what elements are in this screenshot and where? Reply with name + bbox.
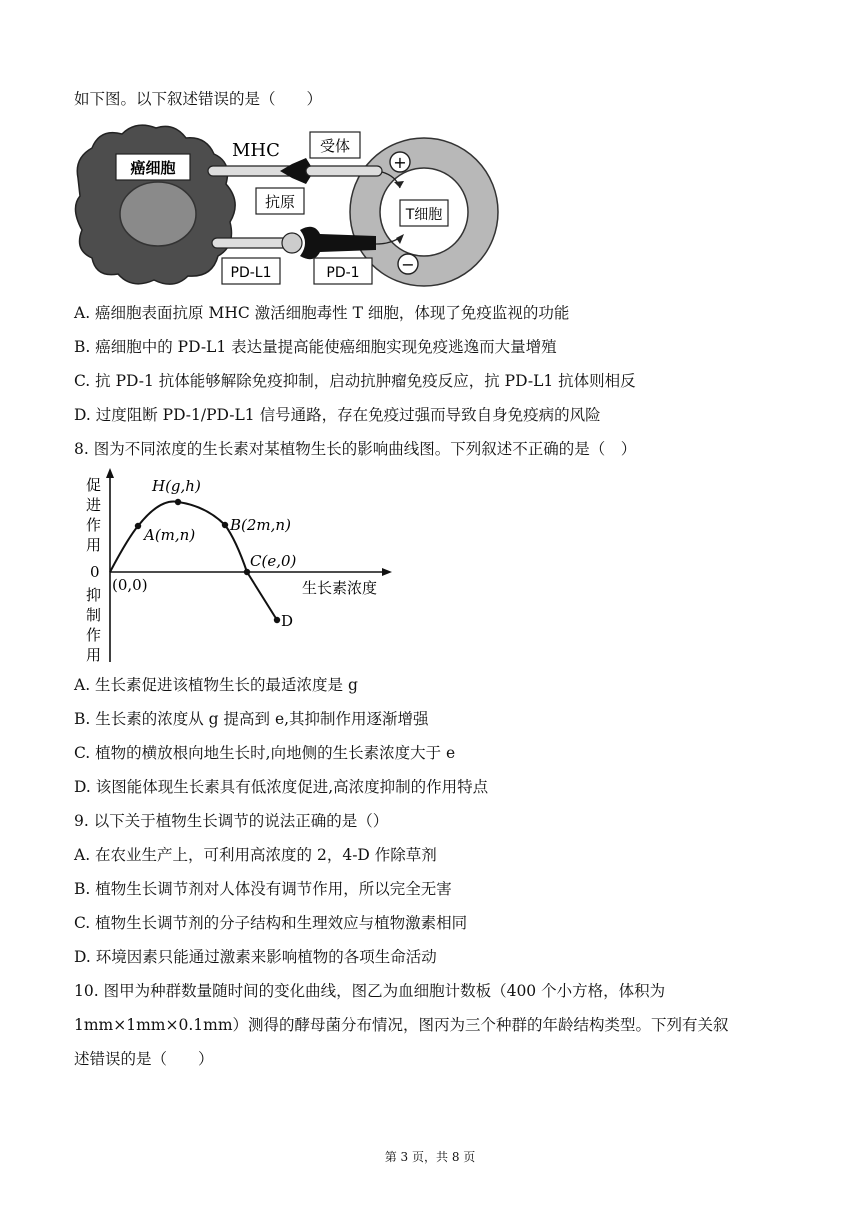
- q9-option-c: C. 植物生长调节剂的分子结构和生理效应与植物激素相同: [74, 914, 468, 932]
- y-top-char-4: 用: [86, 536, 102, 554]
- point-a-label: A(m,n): [144, 526, 196, 544]
- y-top-char-1: 促: [86, 476, 102, 494]
- plus-sign: +: [393, 153, 407, 172]
- pd1-label: PD-1: [326, 265, 360, 281]
- point-d: [274, 617, 280, 623]
- receptor-label: 受体: [319, 137, 351, 155]
- q9-stem: 9. 以下关于植物生长调节的说法正确的是（）: [74, 812, 389, 830]
- point-b-label: B(2m,n): [230, 516, 291, 534]
- q7-option-b: B. 癌细胞中的 PD-L1 表达量提高能使癌细胞实现免疫逃逸而大量增殖: [74, 338, 557, 356]
- q10-line-1: 10. 图甲为种群数量随时间的变化曲线，图乙为血细胞计数板（400 个小方格，体积为: [74, 982, 666, 1000]
- nucleus: [120, 182, 196, 246]
- q7-option-c: C. 抗 PD-1 抗体能够解除免疫抑制，启动抗肿瘤免疫反应，抗 PD-L1 抗体则相反: [74, 372, 636, 390]
- point-h: [175, 499, 181, 505]
- y-bottom-char-2: 制: [86, 606, 102, 624]
- q7-intro: 如下图。以下叙述错误的是（ ）: [74, 90, 323, 108]
- y-bottom-char-4: 用: [86, 646, 102, 664]
- q7-option-a: A. 癌细胞表面抗原 MHC 激活细胞毒性 T 细胞，体现了免疫监视的功能: [74, 304, 570, 322]
- minus-sign: −: [401, 255, 415, 274]
- pdl1-label: PD-L1: [230, 265, 272, 281]
- point-d-label: D: [281, 612, 294, 630]
- origin-label: (0,0): [112, 576, 148, 594]
- q8-option-d: D. 该图能体现生长素具有低浓度促进,高浓度抑制的作用特点: [74, 778, 489, 796]
- auxin-curve-diagram: [80, 466, 410, 666]
- y-bottom-char-3: 作: [86, 626, 102, 644]
- cancer-cell-label: 癌细胞: [130, 159, 176, 177]
- t-cell-label: T细胞: [405, 207, 443, 223]
- point-b: [222, 522, 228, 528]
- y-top-char-3: 作: [86, 516, 102, 534]
- q10-line-2: 1mm×1mm×0.1mm）测得的酵母菌分布情况，图丙为三个种群的年龄结构类型。下列有关叙: [74, 1016, 729, 1034]
- mhc-label: MHC: [232, 140, 280, 161]
- zero-label: 0: [90, 563, 100, 581]
- x-axis-label: 生长素浓度: [302, 579, 378, 597]
- q9-option-d: D. 环境因素只能通过激素来影响植物的各项生命活动: [74, 948, 437, 966]
- q9-option-b: B. 植物生长调节剂对人体没有调节作用，所以完全无害: [74, 880, 452, 898]
- antigen-label: 抗原: [264, 193, 296, 211]
- q8-stem: 8. 图为不同浓度的生长素对某植物生长的影响曲线图。下列叙述不正确的是（ ）: [74, 440, 637, 458]
- y-bottom-char-1: 抑: [86, 586, 102, 604]
- q8-option-c: C. 植物的横放根向地生长时,向地侧的生长素浓度大于 e: [74, 744, 456, 762]
- q7-option-d: D. 过度阻断 PD-1/PD-L1 信号通路，存在免疫过强而导致自身免疫病的风险: [74, 406, 601, 424]
- q8-option-a: A. 生长素促进该植物生长的最适浓度是 g: [74, 676, 358, 694]
- q8-option-b: B. 生长素的浓度从 g 提高到 e,其抑制作用逐渐增强: [74, 710, 429, 728]
- page-footer: 第 3 页，共 8 页: [384, 1150, 476, 1164]
- q10-line-3: 述错误的是（ ）: [74, 1050, 214, 1068]
- q9-option-a: A. 在农业生产上，可利用高浓度的 2，4-D 作除草剂: [74, 846, 437, 864]
- y-top-char-2: 进: [86, 496, 102, 514]
- point-a: [135, 523, 141, 529]
- point-h-label: H(g,h): [152, 477, 201, 495]
- immune-diagram: [70, 118, 510, 294]
- point-c-label: C(e,0): [250, 552, 297, 570]
